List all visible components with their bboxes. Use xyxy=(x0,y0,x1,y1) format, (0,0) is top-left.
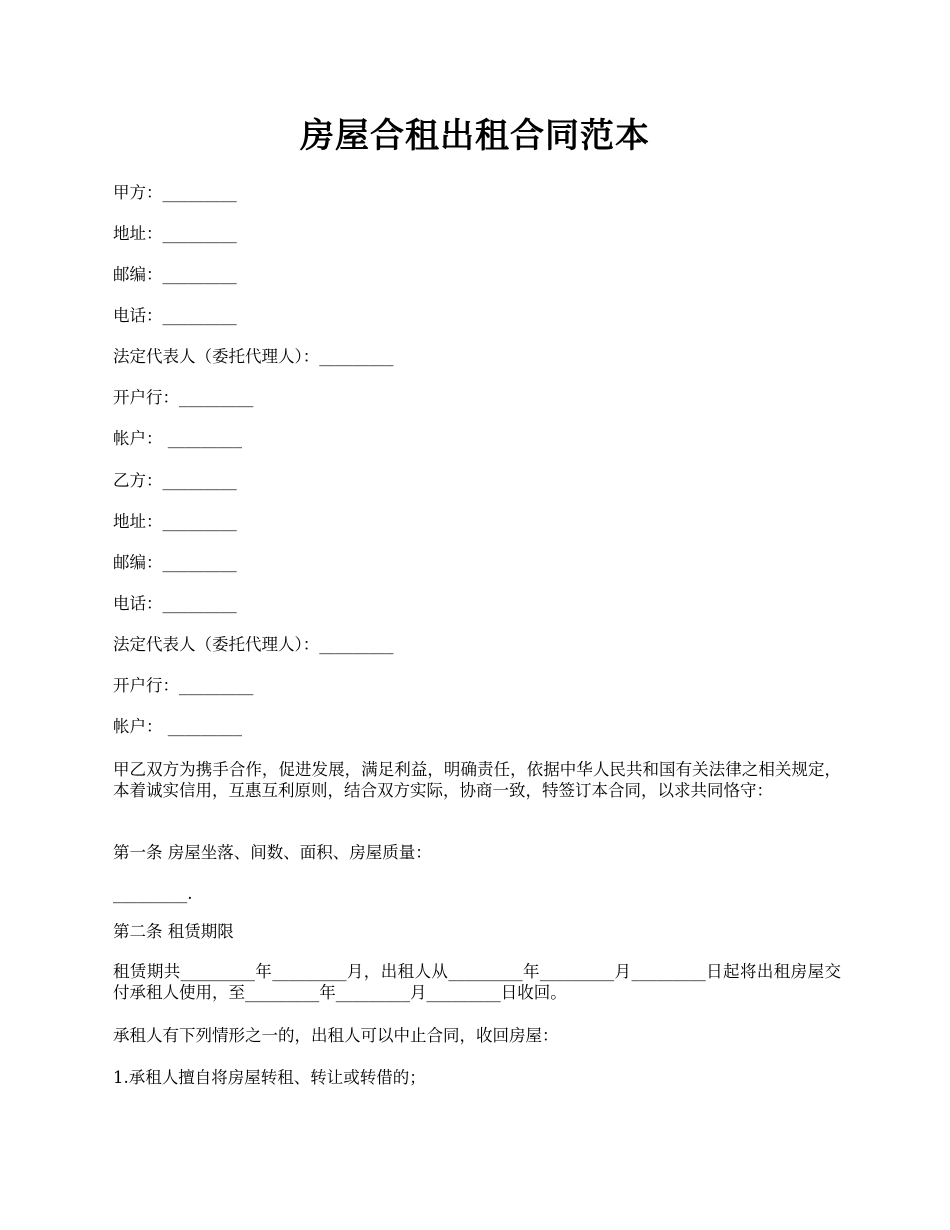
party-a-bank: 开户行：_________ xyxy=(113,388,254,407)
party-b-postcode: 邮编：_________ xyxy=(113,553,237,572)
party-b-phone: 电话：_________ xyxy=(113,594,237,613)
party-b-address: 地址：_________ xyxy=(113,512,237,531)
termination-intro: 承租人有下列情形之一的，出租人可以中止合同，收回房屋： xyxy=(113,1026,559,1045)
article-2-heading: 第二条 租赁期限 xyxy=(113,922,234,941)
party-a-account: 帐户： _________ xyxy=(113,429,242,448)
party-b-bank: 开户行：_________ xyxy=(113,676,254,695)
party-b-name: 乙方：_________ xyxy=(113,471,237,490)
article-1-heading: 第一条 房屋坐落、间数、面积、房屋质量： xyxy=(113,843,432,862)
party-a-address: 地址：_________ xyxy=(113,224,237,243)
party-b-account: 帐户： _________ xyxy=(113,717,242,736)
preamble-paragraph: 甲乙双方为携手合作，促进发展，满足利益，明确责任，依据中华人民共和国有关法律之相关规定，本着诚实信用，互惠互利原则，结合双方实际，协商一致，特签订本合同，以求共同恪守： xyxy=(113,760,841,800)
article-2-body: 租赁期共_________年_________月，出租人从_________年_________月_________日起将出租房屋交付承租人使用，至_________年_________月_________日收回。 xyxy=(113,962,841,1002)
termination-item-1: 1.承租人擅自将房屋转租、转让或转借的； xyxy=(113,1068,426,1087)
party-a-postcode: 邮编：_________ xyxy=(113,265,237,284)
party-a-legal-rep: 法定代表人（委托代理人）：_________ xyxy=(113,347,394,366)
article-1-blank: _________. xyxy=(113,884,193,903)
party-b-legal-rep: 法定代表人（委托代理人）：_________ xyxy=(113,635,394,654)
party-a-phone: 电话：_________ xyxy=(113,306,237,325)
document-title: 房屋合租出租合同范本 xyxy=(300,116,650,156)
party-a-name: 甲方：_________ xyxy=(113,183,237,202)
